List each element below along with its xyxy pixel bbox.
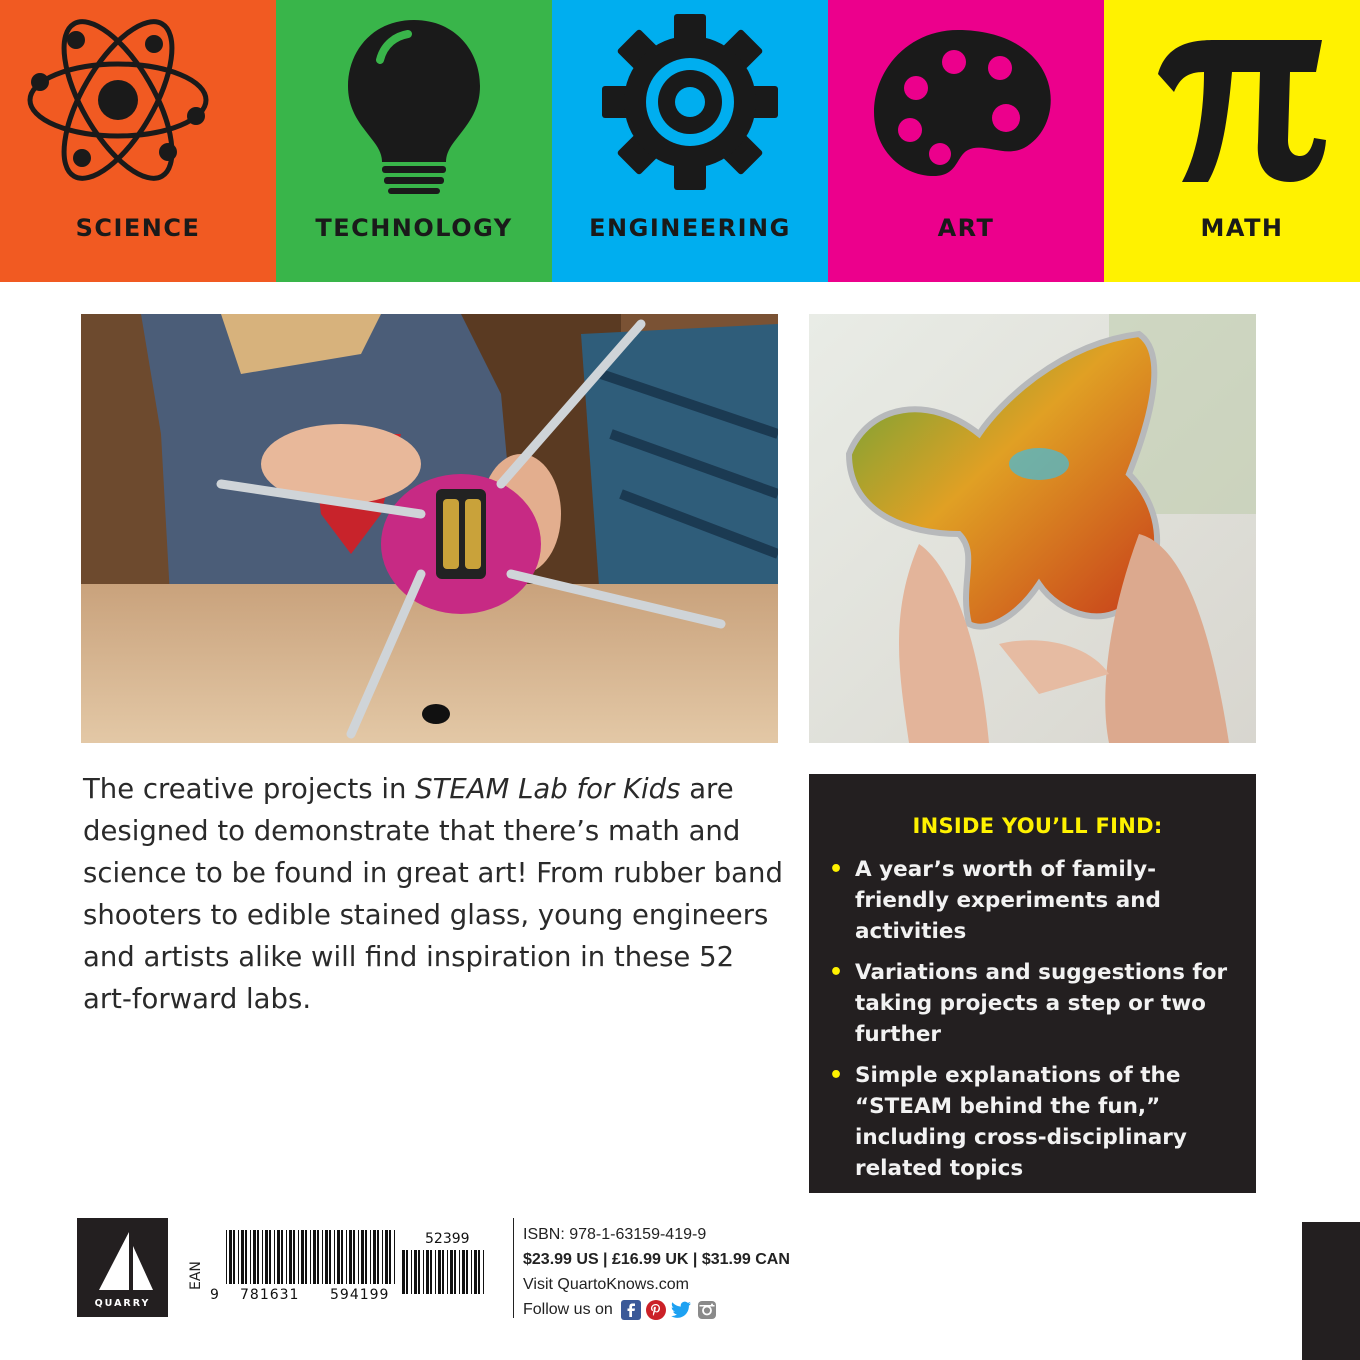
description-intro: The creative projects in [83, 773, 416, 805]
barcode-digits-left: 781631 [240, 1287, 300, 1303]
category-label: TECHNOLOGY [315, 214, 513, 242]
quarry-logo [77, 1218, 168, 1317]
inside-youll-find-box [809, 774, 1256, 1193]
footer-divider [513, 1218, 514, 1318]
logo-text: QUARRY [94, 1298, 151, 1309]
inside-list [829, 854, 1232, 1184]
pi-icon [1104, 0, 1360, 200]
inside-title: INSIDE YOU’LL FIND: [912, 814, 1163, 838]
bullet-icon: • [829, 960, 844, 985]
bullet-icon: • [829, 857, 844, 882]
price: $23.99 US | £16.99 UK | $31.99 CAN [523, 1251, 790, 1268]
barcode-addon [402, 1250, 486, 1294]
barcode-digits-right: 594199 [330, 1287, 390, 1303]
facebook-icon[interactable] [621, 1300, 641, 1320]
steam-category-band [0, 0, 1360, 282]
pinterest-icon[interactable] [646, 1300, 666, 1320]
cover-edge-block [1302, 1222, 1360, 1360]
twitter-icon[interactable] [670, 1300, 692, 1320]
atom-icon [0, 0, 276, 200]
list-item: • Simple explanations of the “STEAM behind the fun,” including cross-disciplinary related topics [843, 1060, 1232, 1184]
category-science [0, 0, 276, 282]
category-label: SCIENCE [75, 214, 201, 242]
category-label: MATH [1200, 214, 1284, 242]
gear-icon [552, 0, 828, 200]
category-engineering [552, 0, 828, 282]
photo-stained-glass-butterfly [809, 314, 1256, 743]
instagram-icon[interactable] [697, 1300, 717, 1320]
palette-icon [828, 0, 1104, 200]
follow-row [523, 1297, 790, 1322]
barcode-digit-lead: 9 [210, 1287, 219, 1303]
book-description [83, 768, 783, 1020]
ean-label: EAN [188, 1261, 204, 1290]
list-item: • Variations and suggestions for taking projects a step or two further [843, 957, 1232, 1050]
description-book-title: STEAM Lab for Kids [415, 773, 681, 805]
barcode-addon-digits: 52399 [425, 1231, 470, 1247]
photo-toothbrush-robot [81, 314, 778, 743]
isbn: ISBN: 978-1-63159-419-9 [523, 1226, 707, 1243]
category-math [1104, 0, 1360, 282]
social-icons [621, 1297, 716, 1322]
category-label: ART [937, 214, 995, 242]
lightbulb-icon [276, 0, 552, 200]
website-link[interactable]: Visit QuartoKnows.com [523, 1276, 689, 1293]
barcode [226, 1230, 396, 1292]
category-label: ENGINEERING [589, 214, 791, 242]
category-technology [276, 0, 552, 282]
description-body: are designed to demonstrate that there’s math and science to be found in great art! From rubber band shooters to edible stained glass, young engineers and artists alike will find inspiration in these 52 art-forward labs. [83, 773, 783, 1015]
bullet-icon: • [829, 1063, 844, 1088]
publisher-info [523, 1222, 790, 1322]
follow-label: Follow us on [523, 1301, 613, 1318]
category-art [828, 0, 1104, 282]
list-item: • A year’s worth of family-friendly experiments and activities [843, 854, 1232, 947]
